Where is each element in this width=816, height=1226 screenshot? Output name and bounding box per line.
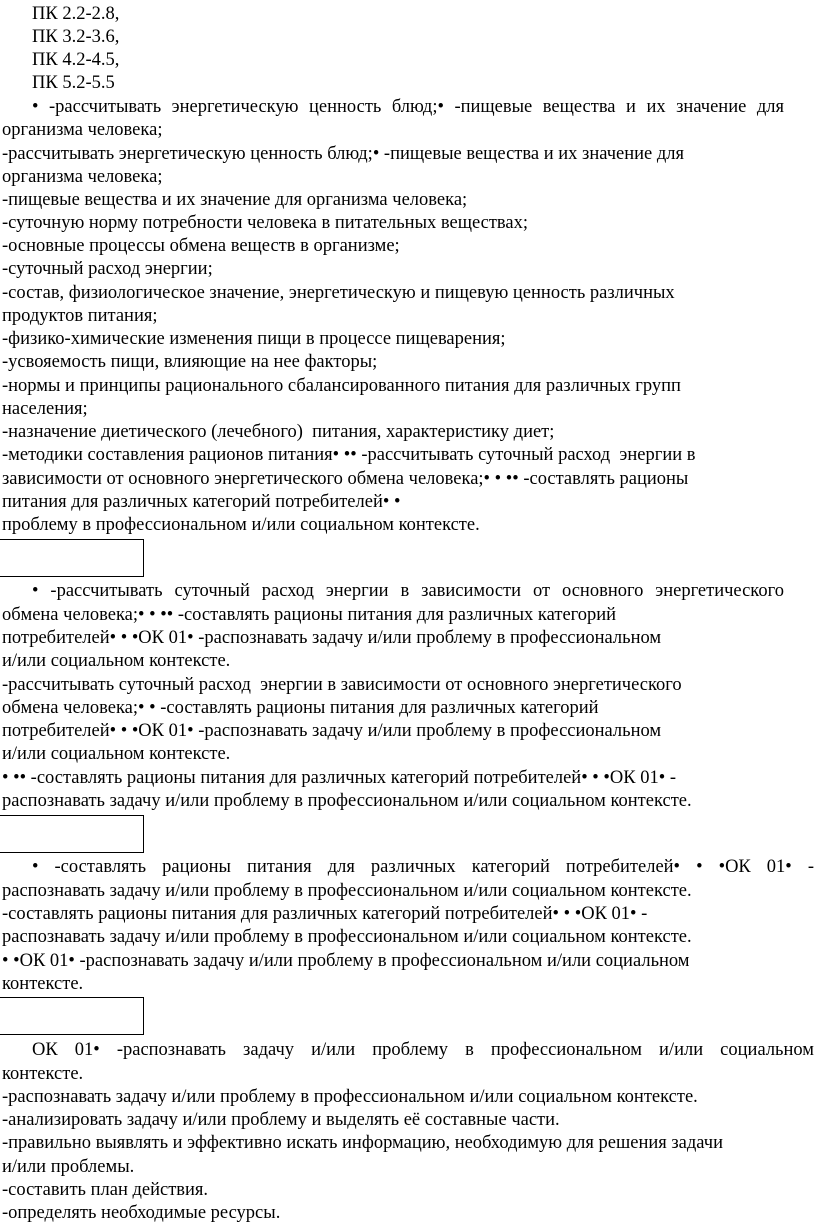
text-line: -физико-химические изменения пищи в процессе пищеварения; bbox=[2, 329, 506, 349]
text-line: и/или проблемы. bbox=[2, 1157, 135, 1177]
text-line: населения; bbox=[2, 399, 88, 419]
text-line: проблему в профессиональном и/или социальном контексте. bbox=[2, 515, 480, 535]
text-line: • -составлять рационы питания для различных категорий потребителей• • •ОК 01• - bbox=[32, 857, 814, 877]
text-line: и/или социальном контексте. bbox=[2, 651, 231, 671]
text-line: -усвояемость пищи, влияющие на нее факторы; bbox=[2, 352, 378, 372]
text-line: -составить план действия. bbox=[2, 1180, 209, 1200]
text-line: зависимости от основного энергетического обмена человека;• • •• -составлять рационы bbox=[2, 469, 689, 489]
text-line: -суточную норму потребности человека в питательных веществах; bbox=[2, 213, 529, 233]
text-line: распознавать задачу и/или проблему в профессиональном и/или социальном контексте. bbox=[2, 927, 692, 947]
text-line: -определять необходимые ресурсы. bbox=[2, 1203, 281, 1223]
text-line: организма человека; bbox=[2, 167, 163, 187]
text-line: • •• -составлять рационы питания для различных категорий потребителей• • •ОК 01• - bbox=[2, 768, 676, 788]
text-line: -состав, физиологическое значение, энергетическую и пищевую ценность различных bbox=[2, 283, 675, 303]
text-line: потребителей• • •ОК 01• -распознавать задачу и/или проблему в профессиональном bbox=[2, 628, 662, 648]
text-line: -распознавать задачу и/или проблему в профессиональном и/или социальном контексте. bbox=[2, 1087, 698, 1107]
text-line: ПК 2.2-2.8, bbox=[32, 4, 120, 24]
text-line: -рассчитывать суточный расход энергии в зависимости от основного энергетического bbox=[2, 675, 682, 695]
text-line: • •ОК 01• -распознавать задачу и/или проблему в профессиональном и/или социальном bbox=[2, 951, 690, 971]
text-line: обмена человека;• • -составлять рационы питания для различных категорий bbox=[2, 698, 599, 718]
empty-table-cell bbox=[0, 815, 144, 853]
text-line: распознавать задачу и/или проблему в профессиональном и/или социальном контексте. bbox=[2, 791, 692, 811]
text-line: -основные процессы обмена веществ в организме; bbox=[2, 236, 400, 256]
text-line: ПК 4.2-4.5, bbox=[32, 50, 120, 70]
text-line: ПК 3.2-3.6, bbox=[32, 27, 120, 47]
empty-table-cell bbox=[0, 539, 144, 577]
text-line: и/или социальном контексте. bbox=[2, 744, 231, 764]
text-line: -правильно выявлять и эффективно искать информацию, необходимую для решения задачи bbox=[2, 1133, 723, 1153]
text-line: -назначение диетического (лечебного) питания, характеристику диет; bbox=[2, 422, 555, 442]
text-line: контексте. bbox=[2, 1064, 84, 1084]
text-line: -составлять рационы питания для различных категорий потребителей• • •ОК 01• - bbox=[2, 904, 648, 924]
text-line: -суточный расход энергии; bbox=[2, 259, 213, 279]
text-line: • -рассчитывать энергетическую ценность блюд;• -пищевые вещества и их значение для bbox=[32, 97, 784, 117]
text-line: -рассчитывать энергетическую ценность блюд;• -пищевые вещества и их значение для bbox=[2, 144, 684, 164]
text-line: потребителей• • •ОК 01• -распознавать задачу и/или проблему в профессиональном bbox=[2, 721, 662, 741]
text-line: -пищевые вещества и их значение для организма человека; bbox=[2, 190, 468, 210]
text-line: ОК 01• -распознавать задачу и/или проблему в профессиональном и/или социальном bbox=[32, 1040, 814, 1060]
text-line: ПК 5.2-5.5 bbox=[32, 73, 115, 93]
empty-table-cell bbox=[0, 997, 144, 1035]
text-line: питания для различных категорий потребителей• • bbox=[2, 492, 401, 512]
text-line: -методики составления рационов питания• •• -рассчитывать суточный расход энергии в bbox=[2, 445, 696, 465]
text-line: обмена человека;• • •• -составлять рационы питания для различных категорий bbox=[2, 605, 617, 625]
text-line: -анализировать задачу и/или проблему и выделять её составные части. bbox=[2, 1110, 560, 1130]
text-line: -нормы и принципы рационального сбалансированного питания для различных групп bbox=[2, 376, 681, 396]
text-line: продуктов питания; bbox=[2, 306, 158, 326]
text-line: распознавать задачу и/или проблему в профессиональном и/или социальном контексте. bbox=[2, 881, 692, 901]
text-line: контексте. bbox=[2, 974, 84, 994]
text-line: организма человека; bbox=[2, 120, 163, 140]
text-line: • -рассчитывать суточный расход энергии в зависимости от основного энергетического bbox=[32, 581, 784, 601]
